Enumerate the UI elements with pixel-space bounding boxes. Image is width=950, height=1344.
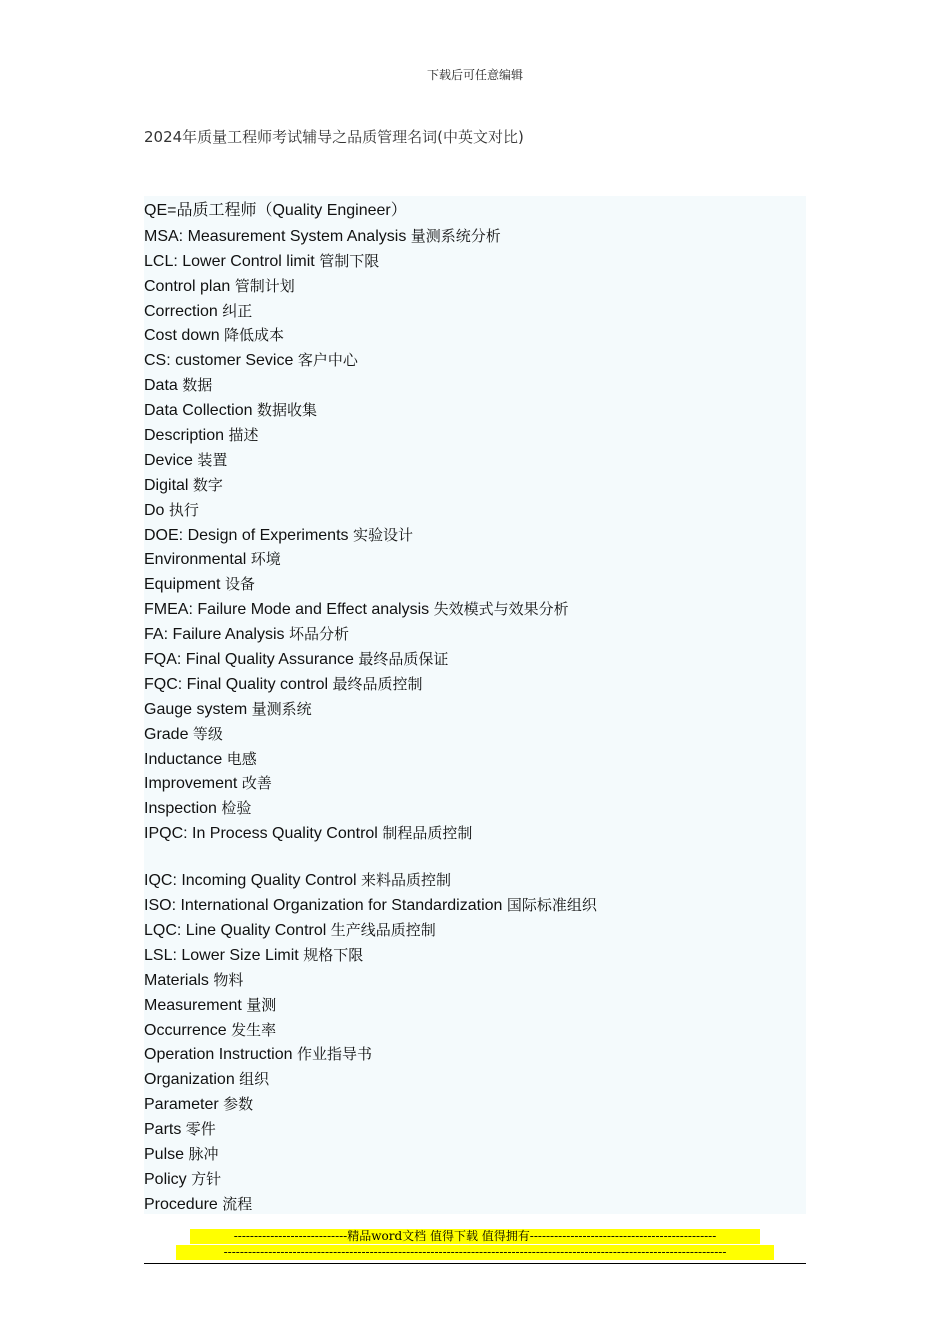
term-english: Correction — [144, 302, 218, 320]
glossary-term-item — [144, 199, 806, 224]
term-chinese: 量测系统分析 — [410, 226, 501, 245]
term-chinese: 发生率 — [231, 1020, 277, 1039]
glossary-term-item — [144, 1018, 806, 1043]
footer-banner-text: ----------------------------精品word文档 值得下载 值得拥有---------------------------------------------- — [190, 1229, 760, 1244]
term-english: Cost down — [144, 327, 220, 345]
glossary-term-item — [144, 373, 806, 398]
glossary-term-item — [144, 323, 806, 348]
term-chinese: 改善 — [241, 774, 272, 793]
term-english: Description — [144, 427, 225, 445]
term-english: Parameter — [144, 1096, 219, 1114]
glossary-term-item — [144, 821, 806, 846]
term-chinese: 数据 — [182, 376, 213, 395]
term-chinese: 物料 — [213, 970, 244, 989]
term-english: FMEA: Failure Mode and Effect analysis — [144, 601, 430, 619]
glossary-term-item — [144, 423, 806, 448]
footer-rule — [144, 1263, 806, 1264]
glossary-term-item — [144, 771, 806, 796]
term-english: LSL: Lower Size Limit — [144, 946, 299, 964]
glossary-term-item — [144, 796, 806, 821]
term-chinese: 零件 — [185, 1120, 216, 1139]
glossary-term-item — [144, 274, 806, 299]
page-header: 下载后可任意编辑 — [426, 68, 523, 82]
term-chinese: 流程 — [222, 1194, 253, 1213]
glossary-term-item — [144, 572, 806, 597]
glossary-term-item — [144, 299, 806, 324]
term-english: Equipment — [144, 576, 221, 594]
glossary-term-item — [144, 547, 806, 572]
term-chinese: 客户中心 — [297, 351, 358, 370]
term-chinese: 电感 — [226, 749, 257, 768]
glossary-term-item — [144, 868, 806, 893]
term-chinese: 设备 — [224, 575, 255, 594]
term-chinese: 组织 — [239, 1070, 270, 1089]
term-chinese: 环境 — [250, 550, 281, 569]
glossary-term-item — [144, 1142, 806, 1167]
term-chinese: 装置 — [197, 450, 228, 469]
term-english: DOE: Design of Experiments — [144, 526, 349, 544]
term-english: FQA: Final Quality Assurance — [144, 651, 354, 669]
term-english: Digital — [144, 476, 189, 494]
term-english: Data — [144, 377, 178, 395]
term-chinese: 降低成本 — [224, 326, 285, 345]
glossary-term-item — [144, 1067, 806, 1092]
glossary-term-item — [144, 498, 806, 523]
glossary-term-item — [144, 1092, 806, 1117]
term-english: Do — [144, 501, 165, 519]
document-title: 2024年质量工程师考试辅导之品质管理名词(中英文对比) — [144, 128, 524, 146]
term-chinese: 数字 — [192, 475, 223, 494]
term-chinese: 坏品分析 — [288, 625, 349, 644]
term-chinese: 量测系统 — [251, 699, 312, 718]
term-english: Occurrence — [144, 1021, 227, 1039]
glossary-term-item — [144, 622, 806, 647]
term-chinese: 纠正 — [222, 301, 253, 320]
term-english: Device — [144, 451, 193, 469]
term-english: Data Collection — [144, 402, 253, 420]
glossary-term-item — [144, 348, 806, 373]
glossary-term-item — [144, 943, 806, 968]
term-english: Measurement — [144, 996, 242, 1014]
term-english: Pulse — [144, 1145, 185, 1163]
glossary-term-item — [144, 672, 806, 697]
footer-dash-text: ---------------------------------------------------------------------------------------------------------------------------- — [176, 1245, 774, 1260]
term-chinese: 最终品质保证 — [358, 650, 449, 669]
glossary-term-item — [144, 1117, 806, 1142]
term-chinese: 管制计划 — [234, 276, 295, 295]
term-english: CS: customer Sevice — [144, 352, 294, 370]
term-english: FA: Failure Analysis — [144, 626, 285, 644]
term-chinese: 制程品质控制 — [382, 824, 473, 843]
term-english: Materials — [144, 971, 209, 989]
glossary-term-item — [144, 747, 806, 772]
term-english: IPQC: In Process Quality Control — [144, 825, 378, 843]
term-english: IQC: Incoming Quality Control — [144, 872, 357, 890]
term-chinese: 生产线品质控制 — [330, 920, 436, 939]
glossary-term-item — [144, 1192, 806, 1217]
glossary-term-item — [144, 597, 806, 622]
term-english: Inductance — [144, 750, 223, 768]
term-english: ISO: International Organization for Standardization — [144, 897, 503, 915]
glossary-term-list — [144, 199, 806, 1217]
term-english: Control plan — [144, 277, 231, 295]
term-english: Procedure — [144, 1195, 218, 1213]
glossary-term-item — [144, 722, 806, 747]
term-chinese: 检验 — [221, 799, 252, 818]
glossary-term-item — [144, 1167, 806, 1192]
term-chinese: 国际标准组织 — [506, 896, 597, 915]
term-english: Parts — [144, 1121, 182, 1139]
term-chinese: 实验设计 — [352, 525, 413, 544]
glossary-term-item — [144, 1042, 806, 1067]
term-chinese: 等级 — [192, 724, 223, 743]
term-chinese: 方针 — [191, 1169, 222, 1188]
term-english: Grade — [144, 725, 189, 743]
glossary-term-item — [144, 473, 806, 498]
glossary-term-item — [144, 398, 806, 423]
term-chinese: 参数 — [223, 1095, 254, 1114]
term-english: LQC: Line Quality Control — [144, 921, 327, 939]
term-english: Environmental — [144, 551, 247, 569]
term-english: Inspection — [144, 800, 217, 818]
glossary-term-item — [144, 448, 806, 473]
glossary-term-item — [144, 647, 806, 672]
term-english: Organization — [144, 1071, 235, 1089]
term-chinese: 来料品质控制 — [360, 871, 451, 890]
term-english: FQC: Final Quality control — [144, 675, 329, 693]
glossary-term-item — [144, 893, 806, 918]
glossary-term-item — [144, 993, 806, 1018]
term-chinese: 量测 — [246, 995, 277, 1014]
term-english: QE=品质工程师（Quality Engineer） — [144, 202, 407, 219]
glossary-term-item — [144, 697, 806, 722]
term-chinese: 最终品质控制 — [332, 674, 423, 693]
glossary-term-item — [144, 249, 806, 274]
glossary-term-item — [144, 918, 806, 943]
term-chinese: 数据收集 — [256, 401, 317, 420]
glossary-term-item — [144, 224, 806, 249]
term-english: MSA: Measurement System Analysis — [144, 227, 407, 245]
glossary-term-item — [144, 523, 806, 548]
term-chinese: 脉冲 — [188, 1144, 219, 1163]
term-chinese: 作业指导书 — [296, 1045, 372, 1064]
term-english: Gauge system — [144, 700, 248, 718]
term-chinese: 描述 — [228, 426, 259, 445]
footer-dash-line — [144, 1245, 806, 1264]
term-english: Operation Instruction — [144, 1046, 293, 1064]
glossary-term-item — [144, 968, 806, 993]
term-english: Policy — [144, 1170, 187, 1188]
term-english: Improvement — [144, 775, 238, 793]
term-chinese: 执行 — [168, 500, 199, 519]
term-chinese: 规格下限 — [303, 945, 364, 964]
term-chinese: 管制下限 — [319, 251, 380, 270]
term-english: LCL: Lower Control limit — [144, 252, 315, 270]
term-chinese: 失效模式与效果分析 — [433, 600, 569, 619]
